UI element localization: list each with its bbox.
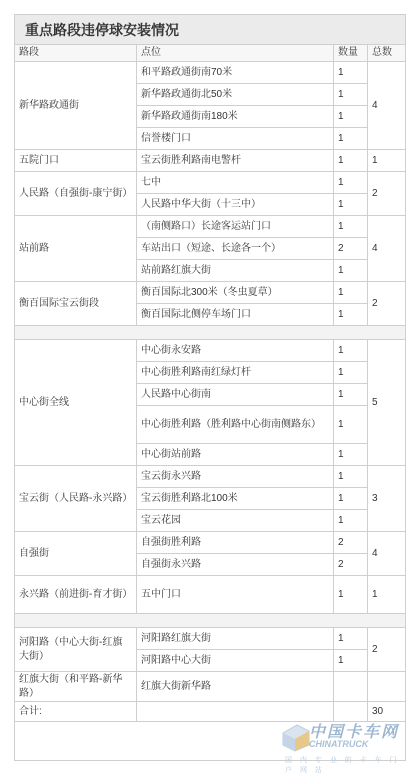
- point-cell: 衡百国际北侧停车场门口: [137, 304, 334, 326]
- point-cell: 宝云街永兴路: [137, 466, 334, 488]
- watermark: [281, 715, 413, 774]
- watermark-cn: 中国卡车网: [309, 724, 400, 741]
- group-separator: [15, 614, 405, 628]
- total-cell: 4: [368, 216, 406, 282]
- qty-cell: 1: [334, 150, 368, 172]
- qty-cell: 2: [334, 554, 368, 576]
- qty-cell: 1: [334, 384, 368, 406]
- point-cell: 中心街永安路: [137, 340, 334, 362]
- qty-cell: 2: [334, 532, 368, 554]
- point-cell: 人民路中华大街（十三中）: [137, 194, 334, 216]
- qty-cell: 1: [334, 488, 368, 510]
- road-cell: 永兴路（前进街-育才街）: [15, 576, 137, 614]
- point-cell: 新华路政通街北50米: [137, 84, 334, 106]
- table-sheet: [14, 14, 406, 774]
- road-cell: 河阳路（中心大街-红旗大街）: [15, 628, 137, 672]
- point-cell: 中心街胜利路南红绿灯杆: [137, 362, 334, 384]
- header-qty: 数量: [334, 45, 368, 62]
- point-cell: 自强街永兴路: [137, 554, 334, 576]
- point-cell: 河阳路中心大街: [137, 650, 334, 672]
- header-point: 点位: [137, 45, 334, 62]
- qty-cell: 1: [334, 260, 368, 282]
- point-cell: 衡百国际北300米（冬虫夏草）: [137, 282, 334, 304]
- qty-cell: 1: [334, 444, 368, 466]
- qty-cell: 1: [334, 62, 368, 84]
- footer-total: 30: [368, 702, 406, 722]
- point-cell: 河阳路红旗大街: [137, 628, 334, 650]
- road-cell: 红旗大街（和平路-新华路）: [15, 672, 137, 702]
- total-cell: 4: [368, 532, 406, 576]
- point-cell: 宝云街胜利路南电警杆: [137, 150, 334, 172]
- point-cell: 七中: [137, 172, 334, 194]
- point-cell: 车站出口（短途、长途各一个）: [137, 238, 334, 260]
- point-cell: 五中门口: [137, 576, 334, 614]
- page-title: 重点路段违停球安装情况: [15, 15, 405, 45]
- qty-cell: 1: [334, 406, 368, 444]
- qty-cell: 1: [334, 340, 368, 362]
- qty-cell: 1: [334, 628, 368, 650]
- qty-cell: 2: [334, 238, 368, 260]
- point-cell: 站前路红旗大街: [137, 260, 334, 282]
- total-cell: 1: [368, 150, 406, 172]
- point-cell: 和平路政通街南70米: [137, 62, 334, 84]
- watermark-en: CHINATRUCK: [309, 739, 369, 749]
- road-cell: 中心街全线: [15, 340, 137, 466]
- road-cell: 宝云街（人民路-永兴路）: [15, 466, 137, 532]
- road-cell: 五院门口: [15, 150, 137, 172]
- footer-label: 合计:: [15, 702, 137, 722]
- total-cell: 2: [368, 628, 406, 672]
- point-cell: 人民路中心街南: [137, 384, 334, 406]
- point-cell: 中心街胜利路（胜利路中心街南侧路东）: [137, 406, 334, 444]
- total-cell: 5: [368, 340, 406, 466]
- qty-cell: 1: [334, 194, 368, 216]
- qty-cell: 1: [334, 510, 368, 532]
- qty-cell: 1: [334, 128, 368, 150]
- total-cell: 3: [368, 466, 406, 532]
- point-cell: （南侧路口）长途客运站门口: [137, 216, 334, 238]
- truck-logo-icon: [281, 719, 311, 753]
- total-cell: 4: [368, 62, 406, 150]
- point-cell: 信誉楼门口: [137, 128, 334, 150]
- qty-cell: 1: [334, 362, 368, 384]
- header-road: 路段: [15, 45, 137, 62]
- road-cell: 新华路政通街: [15, 62, 137, 150]
- qty-cell: 1: [334, 172, 368, 194]
- total-cell: 2: [368, 282, 406, 326]
- point-cell: 中心街站前路: [137, 444, 334, 466]
- qty-cell: 1: [334, 650, 368, 672]
- watermark-sub: 国 内 专 业 的 卡 车 门 户 网 站: [285, 757, 400, 774]
- total-cell: 2: [368, 172, 406, 216]
- qty-cell: 1: [334, 216, 368, 238]
- qty-cell: 1: [334, 84, 368, 106]
- point-cell: 宝云花园: [137, 510, 334, 532]
- road-cell: 站前路: [15, 216, 137, 282]
- road-cell: 人民路（自强街-康宁街）: [15, 172, 137, 216]
- qty-cell: 1: [334, 106, 368, 128]
- qty-cell: 1: [334, 466, 368, 488]
- qty-cell: 1: [334, 282, 368, 304]
- point-cell: 宝云街胜利路北100米: [137, 488, 334, 510]
- group-separator: [15, 326, 405, 340]
- point-cell: 红旗大街新华路: [137, 672, 334, 702]
- road-cell: 自强街: [15, 532, 137, 576]
- qty-cell: [334, 672, 368, 702]
- total-cell: 1: [368, 576, 406, 614]
- point-cell: 新华路政通街南180米: [137, 106, 334, 128]
- header-total: 总数: [368, 45, 406, 62]
- qty-cell: 1: [334, 304, 368, 326]
- qty-cell: 1: [334, 576, 368, 614]
- road-cell: 衡百国际宝云街段: [15, 282, 137, 326]
- total-cell: [368, 672, 406, 702]
- point-cell: 自强街胜利路: [137, 532, 334, 554]
